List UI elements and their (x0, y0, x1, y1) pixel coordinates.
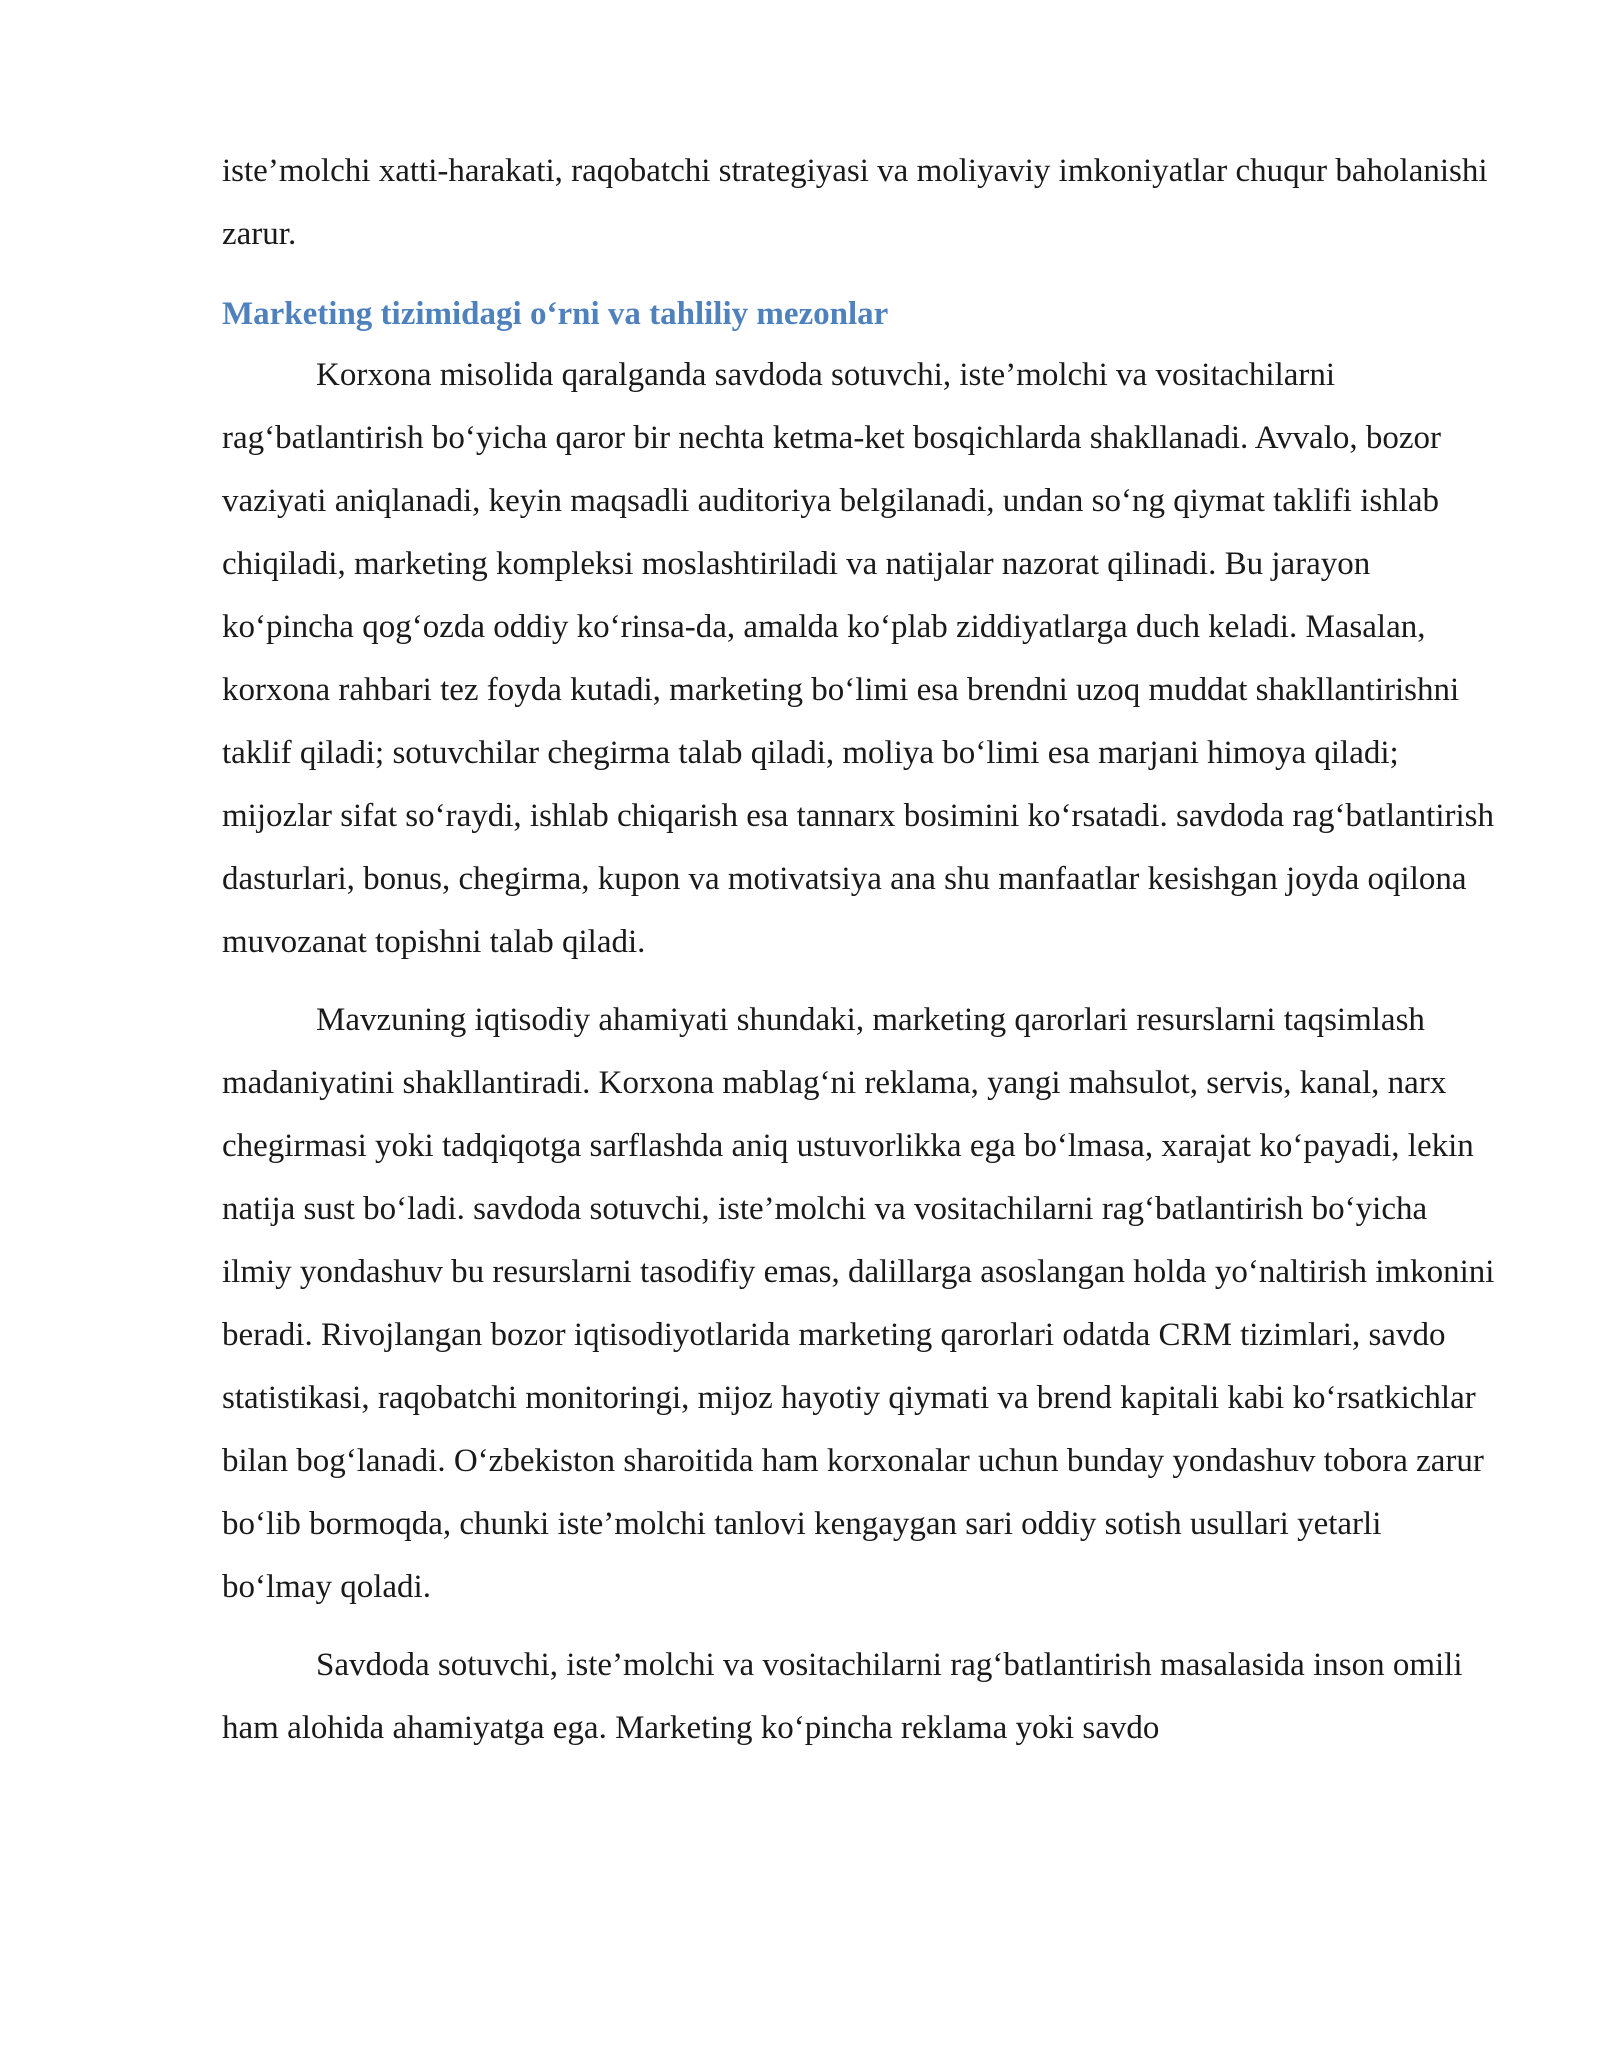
body-paragraph: Korxona misolida qaralganda savdoda sotuvchi, iste’molchi va vositachilarni rag‘batlantirish bo‘yicha qaror bir nechta ketma-ket bosqichlarda shakllanadi. Avvalo, bozor vaziyati aniqlanadi, keyin maqsadli auditoriya belgilanadi, undan so‘ng qiymat taklifi ishlab chiqiladi, marketing kompleksi moslashtiriladi va natijalar nazorat qilinadi. Bu jarayon ko‘pincha qog‘ozda oddiy ko‘rinsa-da, amalda ko‘plab ziddiyatlarga duch keladi. Masalan, korxona rahbari tez foyda kutadi, marketing bo‘limi esa brendni uzoq muddat shakllantirishni taklif qiladi; sotuvchilar chegirma talab qiladi, moliya bo‘limi esa marjani himoya qiladi; mijozlar sifat so‘raydi, ishlab chiqarish esa tannarx bosimini ko‘rsatadi. savdoda rag‘batlantirish dasturlari, bonus, chegirma, kupon va motivatsiya ana shu manfaatlar kesishgan joyda oqilona muvozanat topishni talab qiladi. (222, 357, 1494, 960)
continuation-paragraph: iste’molchi xatti-harakati, raqobatchi strategiyasi va moliyaviy imkoniyatlar chuqur baholanishi zarur. (222, 153, 1488, 252)
body-paragraph: Savdoda sotuvchi, iste’molchi va vositachilarni rag‘batlantirish masalasida inson omili ham alohida ahamiyatga ega. Marketing ko‘pincha reklama yoki savdo (222, 1647, 1463, 1746)
section-heading: Marketing tizimidagi o‘rni va tahliliy mezonlar (222, 296, 889, 332)
document-body (222, 140, 1497, 1775)
body-paragraph: Mavzuning iqtisodiy ahamiyati shundaki, marketing qarorlari resurslarni taqsimlash madaniyatini shakllantiradi. Korxona mablag‘ni reklama, yangi mahsulot, servis, kanal, narx chegirmasi yoki tadqiqotga sarflashda aniq ustuvorlikka ega bo‘lmasa, xarajat ko‘payadi, lekin natija sust bo‘ladi. savdoda sotuvchi, iste’molchi va vositachilarni rag‘batlantirish bo‘yicha ilmiy yondashuv bu resurslarni tasodifiy emas, dalillarga asoslangan holda yo‘naltirish imkonini beradi. Rivojlangan bozor iqtisodiyotlarida marketing qarorlari odatda CRM tizimlari, savdo statistikasi, raqobatchi monitoringi, mijoz hayotiy qiymati va brend kapitali kabi ko‘rsatkichlar bilan bog‘lanadi. O‘zbekiston sharoitida ham korxonalar uchun bunday yondashuv tobora zarur bo‘lib bormoqda, chunki iste’molchi tanlovi kengaygan sari oddiy sotish usullari yetarli bo‘lmay qoladi. (222, 1002, 1495, 1605)
